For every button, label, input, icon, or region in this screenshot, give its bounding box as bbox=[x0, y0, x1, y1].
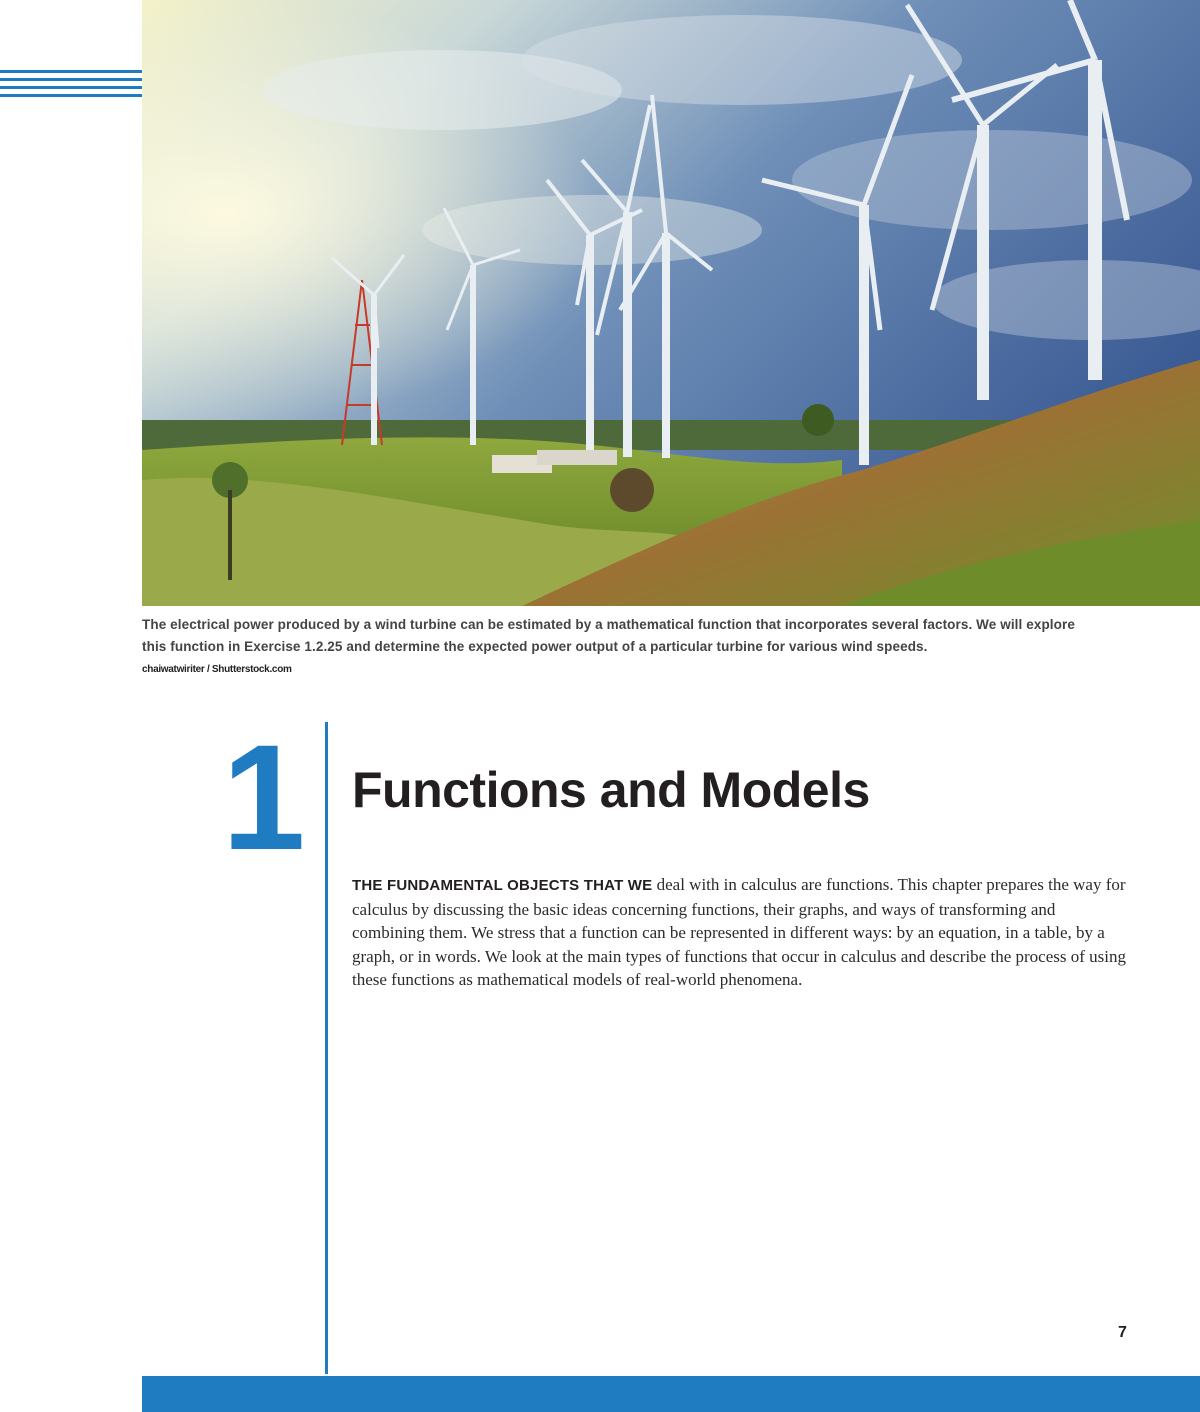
chapter-number: 1 bbox=[222, 713, 306, 881]
vertical-divider bbox=[325, 722, 328, 1374]
wind-turbine-landscape-image bbox=[142, 0, 1200, 606]
page-number: 7 bbox=[1118, 1324, 1127, 1341]
intro-body: deal with in calculus are functions. This chapter prepares the way for calculus by discussing the basic ideas concerning functions, their graphs, and ways of transforming and combining them. We stress that a function can be represented in different ways: by an equation, in a table, by a graph, or in words. We look at the main types of functions that occur in calculus and describe the process of using these functions as mathematical models of real-world phenomena. bbox=[352, 875, 1126, 989]
wind-turbine-photo bbox=[142, 0, 1200, 606]
chapter-introduction bbox=[352, 873, 1132, 992]
photo-caption: The electrical power produced by a wind turbine can be estimated by a mathematical function that incorporates several factors. We will explore this function in Exercise 1.2.25 and determine the expected power output of a particular turbine for various wind speeds. bbox=[142, 617, 1075, 654]
decorative-lines bbox=[0, 70, 142, 102]
intro-lead-in: THE FUNDAMENTAL OBJECTS THAT WE bbox=[352, 877, 653, 894]
chapter-title: Functions and Models bbox=[352, 762, 870, 818]
photo-credit: chaiwatwiriter / Shutterstock.com bbox=[142, 664, 292, 675]
footer-band bbox=[142, 1376, 1200, 1412]
